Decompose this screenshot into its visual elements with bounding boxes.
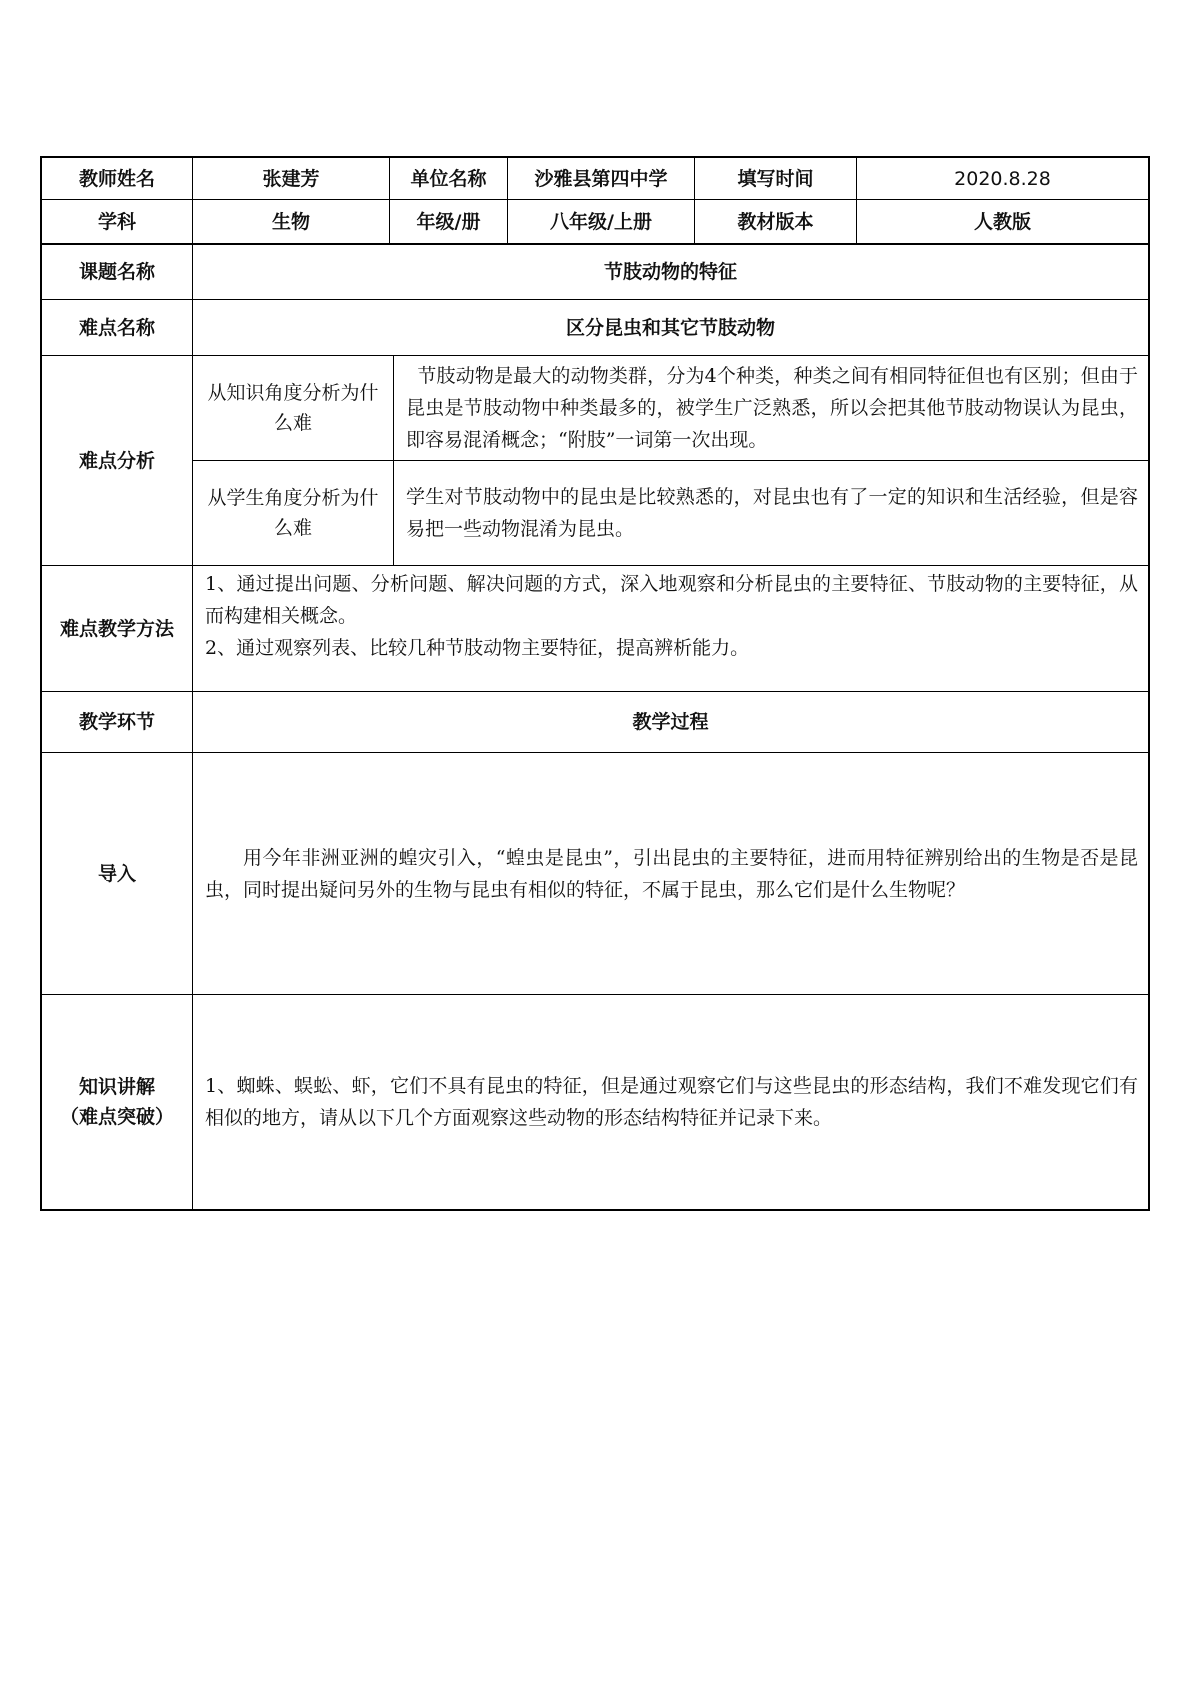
edition-value: 人教版 — [973, 210, 1031, 233]
analysis-row — [42, 356, 1148, 566]
knowledge-label-line-2: （难点突破） — [59, 1106, 174, 1128]
subject-value: 生物 — [193, 200, 390, 243]
method-label: 难点教学方法 — [42, 566, 193, 691]
difficulty-value: 区分昆虫和其它节肢动物 — [565, 316, 775, 339]
process-header: 教学过程 — [632, 711, 709, 733]
edition-label: 教材版本 — [695, 200, 857, 243]
teacher-name-value: 张建芳 — [193, 158, 390, 199]
intro-label: 导入 — [42, 753, 193, 994]
unit-name-value: 沙雅县第四中学 — [508, 158, 695, 199]
student-angle-text: 学生对节肢动物中的昆虫是比较熟悉的，对昆虫也有了一定的知识和生活经验，但是容易把一些动物混淆为昆虫。 — [406, 486, 1138, 540]
method-content — [193, 566, 1148, 691]
grade-value: 八年级/上册 — [508, 200, 695, 243]
knowledge-angle-text: 节肢动物是最大的动物类群，分为4个种类，种类之间有相同特征但也有区别；但由于昆虫是节肢动物中种类最多的，被学生广泛熟悉，所以会把其他节肢动物误认为昆虫，即容易混淆概念；“附肢”一词第一次出现。 — [406, 365, 1138, 451]
process-header-row — [42, 692, 1148, 753]
topic-row — [42, 244, 1148, 300]
fill-date-value: 2020.8.28 — [954, 167, 1051, 190]
header-row-1 — [42, 158, 1148, 200]
grade-label: 年级/册 — [390, 200, 508, 243]
knowledge-angle-label: 从知识角度分析为什么难 — [193, 356, 394, 460]
difficulty-row — [42, 300, 1148, 356]
student-angle-label: 从学生角度分析为什么难 — [193, 461, 394, 565]
intro-text: 用今年非洲亚洲的蝗灾引入，“蝗虫是昆虫”，引出昆虫的主要特征，进而用特征辨别给出的生物是否是昆虫，同时提出疑问另外的生物与昆虫有相似的特征，不属于昆虫，那么它们是什么生物呢？ — [205, 846, 1138, 901]
lesson-plan-table — [40, 156, 1150, 1211]
topic-label: 课题名称 — [42, 245, 193, 299]
difficulty-label: 难点名称 — [42, 300, 193, 355]
intro-row — [42, 753, 1148, 995]
analysis-label: 难点分析 — [42, 356, 193, 565]
method-item-2: 2、通过观察列表、比较几种节肢动物主要特征，提高辨析能力。 — [205, 637, 750, 659]
method-row — [42, 566, 1148, 692]
knowledge-text: 1、蜘蛛、蜈蚣、虾，它们不具有昆虫的特征，但是通过观察它们与这些昆虫的形态结构，我们不难发现它们有相似的地方，请从以下几个方面观察这些动物的形态结构特征并记录下来。 — [205, 1075, 1138, 1129]
subject-label: 学科 — [42, 200, 193, 243]
knowledge-row — [42, 995, 1148, 1209]
stage-header: 教学环节 — [42, 692, 193, 752]
knowledge-analysis-row — [193, 356, 1148, 461]
knowledge-label-line-1: 知识讲解 — [78, 1076, 155, 1098]
unit-name-label: 单位名称 — [390, 158, 508, 199]
fill-date-label: 填写时间 — [695, 158, 857, 199]
header-row-2 — [42, 200, 1148, 244]
topic-value: 节肢动物的特征 — [603, 261, 737, 283]
analysis-subtable — [193, 356, 1148, 565]
teacher-name-label: 教师姓名 — [42, 158, 193, 199]
knowledge-label — [42, 995, 193, 1209]
student-analysis-row — [193, 461, 1148, 565]
method-item-1: 1、通过提出问题、分析问题、解决问题的方式，深入地观察和分析昆虫的主要特征、节肢动物的主要特征，从而构建相关概念。 — [205, 573, 1138, 627]
